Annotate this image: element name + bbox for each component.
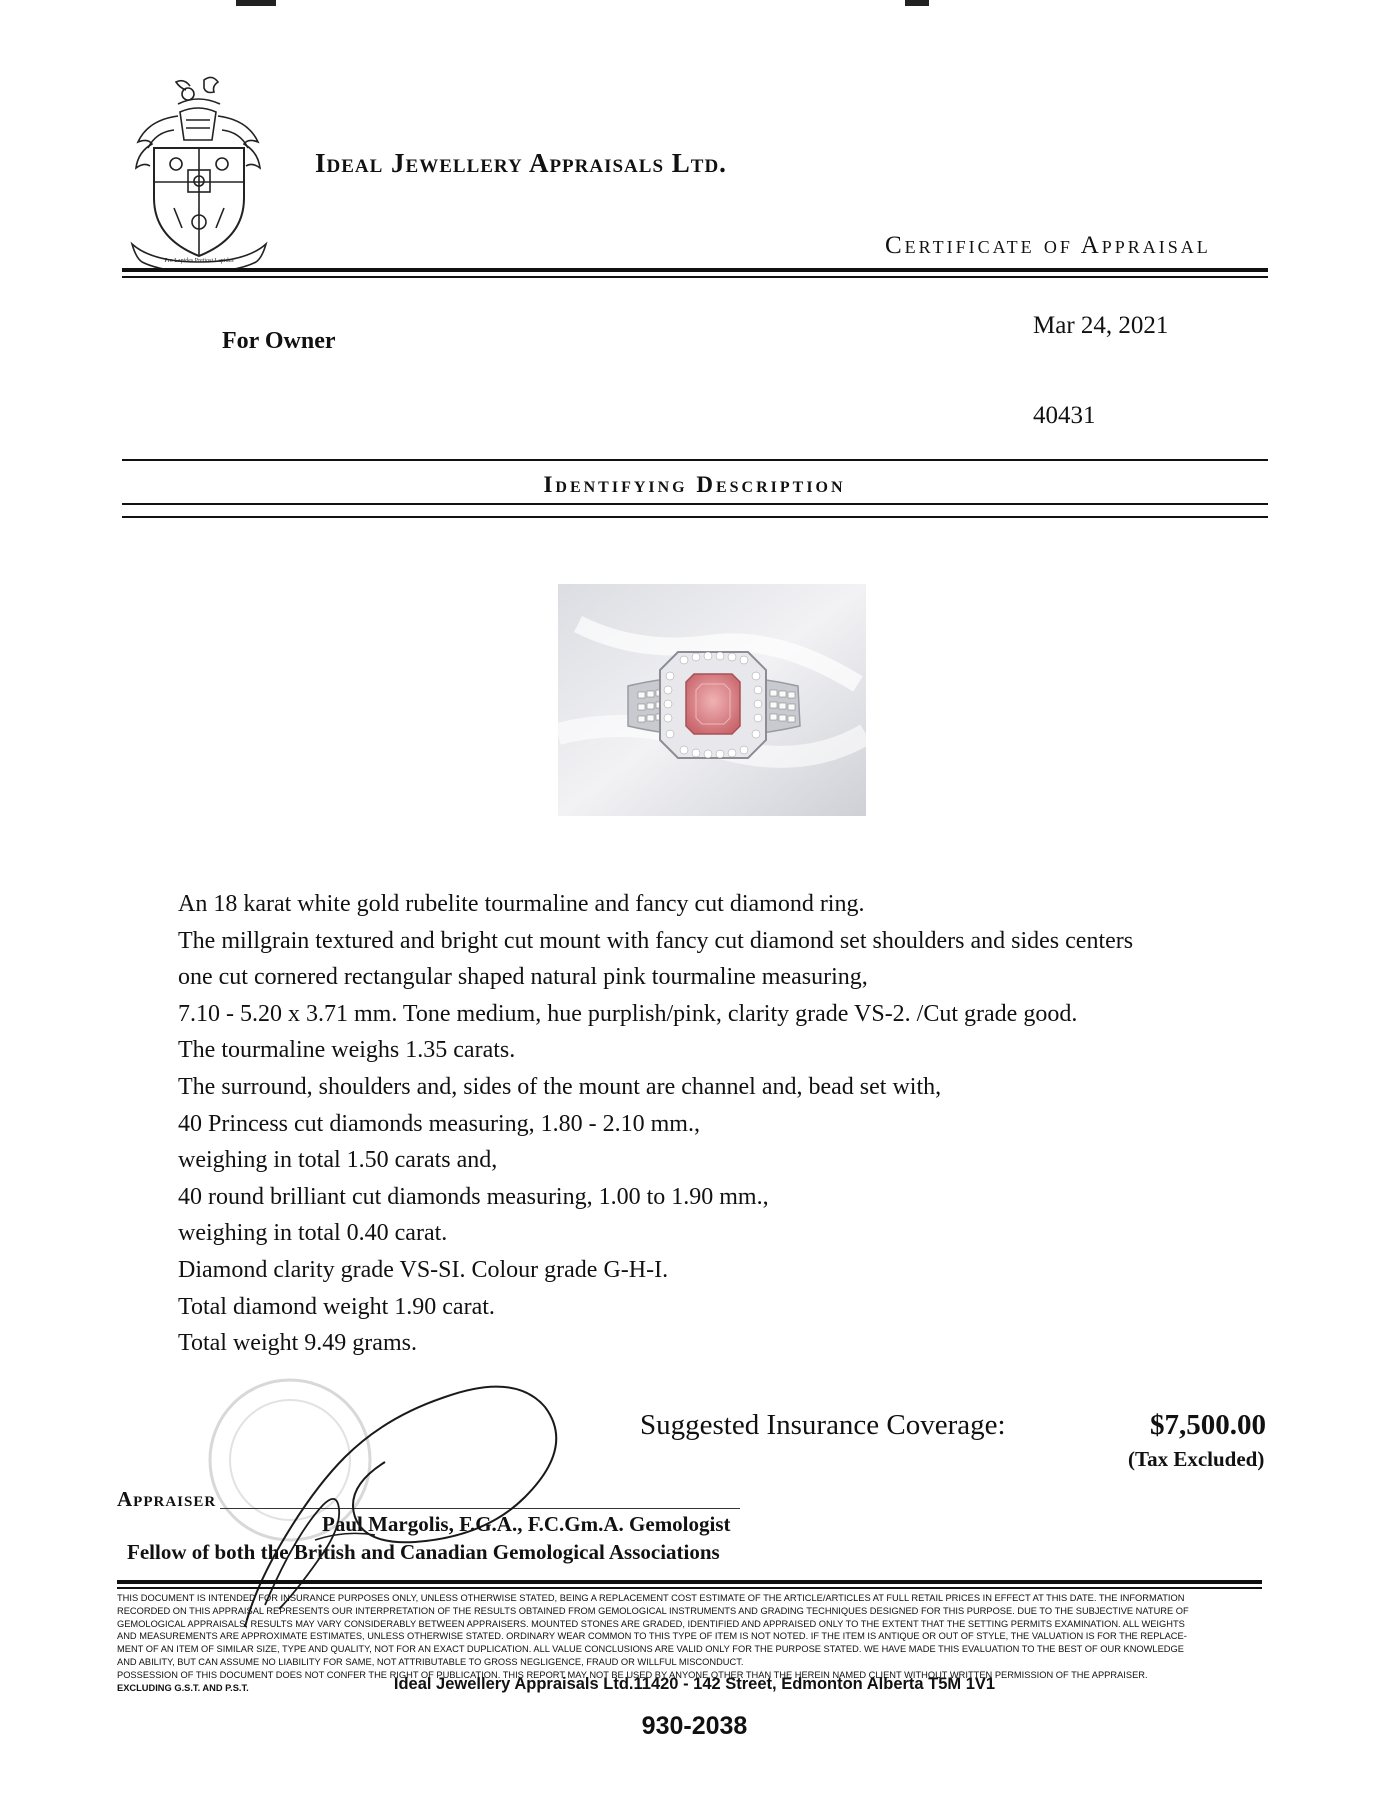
description-line: weighing in total 0.40 carat. [178,1220,448,1247]
coat-of-arms-logo [118,72,280,272]
footer-divider [117,1580,1262,1584]
handwritten-signature [225,1365,565,1630]
description-line: The millgrain textured and bright cut mount with fancy cut diamond set shoulders and sides centers [178,927,1134,954]
description-line: The surround, shoulders and, sides of the mount are channel and, bead set with, [178,1073,942,1100]
description-line: one cut cornered rectangular shaped natural pink tourmaline measuring, [178,964,868,991]
description-line: Diamond clarity grade VS-SI. Colour grade G-H-I. [178,1256,669,1283]
disclaimer-line: AND MEASUREMENTS ARE APPROXIMATE ESTIMATES, UNLESS OTHERWISE STATED. ORDINARY WEAR COMMON TO THIS TYPE OF ITEM IS NOT NOTED. IF THE ITEM IS ANTIQUE OR OUT OF STYLE, THE VALUATION IS FOR THE REPLACE- [117,1631,1187,1642]
description-line: The tourmaline weighs 1.35 carats. [178,1037,516,1064]
header-divider-thin [122,276,1268,278]
company-name: Ideal Jewellery Appraisals Ltd. [315,148,727,178]
document-title: Certificate of Appraisal [885,232,1211,259]
description-line: 40 Princess cut diamonds measuring, 1.80 - 2.10 mm., [178,1110,700,1137]
footer-divider-thin [117,1587,1262,1589]
appraiser-fellowship: Fellow of both the British and Canadian Gemological Associations [127,1540,720,1564]
disclaimer-line: RECORDED ON THIS APPRAISAL REPRESENTS OUR INTERPRETATION OF THE RESULTS OBTAINED FROM GEMOLOGICAL INSTRUMENTS AND GRADING TECHNIQUES DESIGNED FOR THIS PURPOSE. DUE TO THE SUBJECTIVE NATURE OF [117,1605,1189,1616]
disclaimer-line: THIS DOCUMENT IS INTENDED FOR INSURANCE PURPOSES ONLY, UNLESS OTHERWISE STATED, BEING A REPLACEMENT COST ESTIMATE OF THE ARTICLE/ARTICLES AT FULL RETAIL PRICES IN EFFECT AT THIS DATE. THE INFORMATION [117,1593,1185,1603]
section-divider-top [122,459,1268,461]
top-edge-strip [0,0,1389,14]
section-divider-bottom [122,516,1268,518]
appraiser-label: Appraiser [117,1487,217,1511]
disclaimer-line: EXCLUDING G.S.T. AND P.S.T. [117,1682,249,1693]
section-title: Identifying Description [543,472,846,497]
insurance-value: $7,500.00 [1150,1409,1266,1441]
crest-motto: Pro Lapides Pretiosi Lapides [164,258,234,264]
appraiser-name: Paul Margolis, F.G.A., F.C.Gm.A. Gemologist [322,1512,731,1536]
description-line: An 18 karat white gold rubelite tourmaline and fancy cut diamond ring. [178,891,865,917]
description-line: Total weight 9.49 grams. [178,1330,417,1357]
appraisal-date: Mar 24, 2021 [1033,312,1169,339]
disclaimer-line: MENT OF AN ITEM OF SIMILAR SIZE, TYPE AND QUALITY, NOT FOR AN EXACT DUPLICATION. ALL VALUE CONCLUSIONS ARE VALID ONLY FOR THE PURPOSE STATED. WE HAVE MADE THIS EVALUATION TO THE BEST OF OUR KNOWLEDGE [117,1644,1184,1655]
recipient-label: For Owner [222,328,336,354]
description-line: 40 round brilliant cut diamonds measuring, 1.00 to 1.90 mm., [178,1183,769,1210]
ring-photo [558,584,866,816]
footer-address: Ideal Jewellery Appraisals Ltd.11420 - 142 Street, Edmonton Alberta T5M 1V1 [393,1675,996,1693]
disclaimer-line: AND ABILITY, BUT CAN ASSUME NO LIABILITY FOR SAME, NOT ATTRIBUTABLE TO GROSS NEGLIGENCE, FRAUD OR WILLFUL MISCONDUCT. [117,1656,744,1667]
section-divider-mid [122,503,1268,505]
description-line: Total diamond weight 1.90 carat. [178,1293,495,1320]
item-description [178,886,1133,1362]
header-divider [122,268,1268,272]
tax-note: (Tax Excluded) [1128,1447,1265,1471]
disclaimer-line: GEMOLOGICAL APPRAISALS, RESULTS MAY VARY CONSIDERABLY BETWEEN APPRAISERS. MOUNTED STONES ARE GRADED, IDENTIFIED AND APPRAISED ONLY TO THE EXTENT THAT THE SETTING PERMITS EXAMINATION. ALL WEIGHTS [117,1618,1185,1629]
description-line: 7.10 - 5.20 x 3.71 mm. Tone medium, hue purplish/pink, clarity grade VS-2. /Cut grade good. [178,1000,1078,1027]
reference-number: 40431 [1033,402,1096,429]
insurance-label: Suggested Insurance Coverage: [640,1409,1006,1441]
footer-phone: 930-2038 [641,1712,748,1740]
description-line: weighing in total 1.50 carats and, [178,1147,498,1174]
disclaimer-line: POSSESSION OF THIS DOCUMENT DOES NOT CONFER THE RIGHT OF PUBLICATION. THIS REPORT MAY NOT BE USED BY ANYONE OTHER THAN THE HEREIN NAMED CLIENT WITHOUT WRITTEN PERMISSION OF THE APPRAISER. [117,1669,1148,1680]
